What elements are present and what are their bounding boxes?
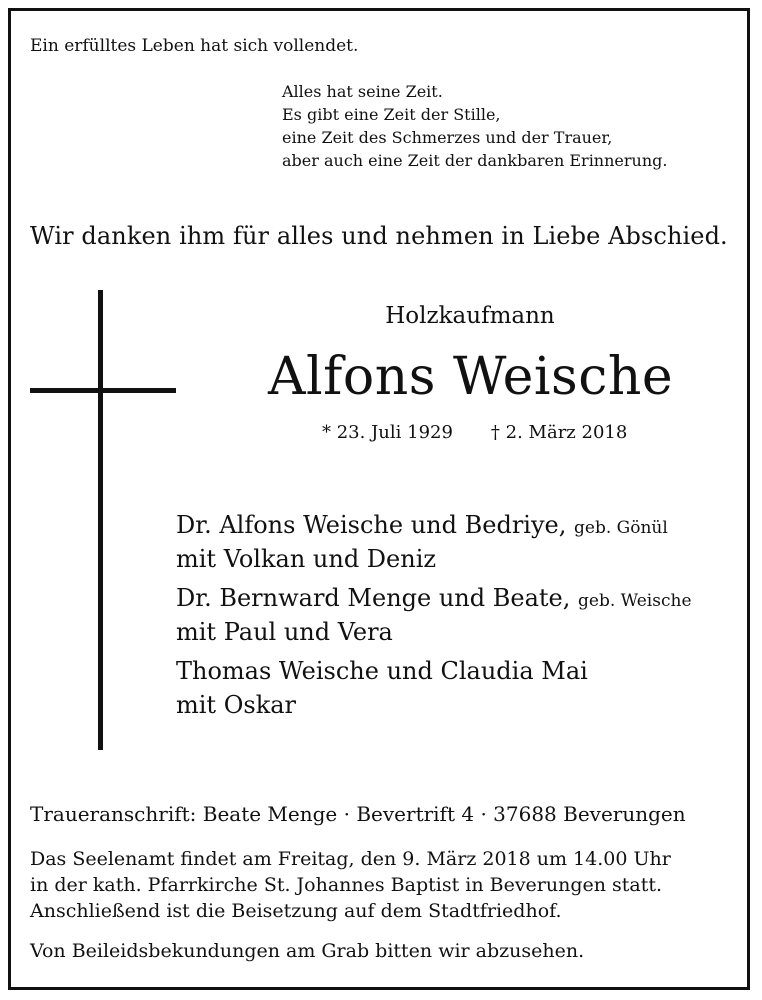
poem-line: Es gibt eine Zeit der Stille, xyxy=(282,105,501,124)
family-group xyxy=(176,583,692,648)
death-date: † 2. März 2018 xyxy=(490,422,628,443)
thanks-text: Wir danken ihm für alles und nehmen in Liebe Abschied. xyxy=(30,222,728,250)
poem xyxy=(282,80,667,172)
cross-icon xyxy=(98,290,103,750)
service-info xyxy=(30,846,671,924)
poem-line: Alles hat seine Zeit. xyxy=(282,82,443,101)
poem-line: aber auch eine Zeit der dankbaren Erinnerung. xyxy=(282,151,668,170)
cross-icon-bar xyxy=(30,388,176,393)
service-line: Das Seelenamt findet am Freitag, den 9. März 2018 um 14.00 Uhr xyxy=(30,848,671,870)
birth-date: * 23. Juli 1929 xyxy=(322,422,453,443)
family-names: Thomas Weische und Claudia Mai xyxy=(176,657,588,685)
family-names: Dr. Bernward Menge und Beate, xyxy=(176,584,571,612)
birth-name: geb. Weische xyxy=(578,591,692,611)
life-dates xyxy=(322,422,665,443)
family-group xyxy=(176,656,692,721)
poem-line: eine Zeit des Schmerzes und der Trauer, xyxy=(282,128,613,147)
family-children: mit Oskar xyxy=(176,691,297,719)
service-line: Anschließend ist die Beisetzung auf dem Stadtfriedhof. xyxy=(30,900,562,922)
deceased-profession: Holzkaufmann xyxy=(385,303,555,329)
birth-name: geb. Gönül xyxy=(574,518,668,538)
condolence-note: Von Beileidsbekundungen am Grab bitten wir abzusehen. xyxy=(30,940,585,962)
intro-text: Ein erfülltes Leben hat sich vollendet. xyxy=(30,36,359,56)
family-children: mit Paul und Vera xyxy=(176,618,393,646)
service-line: in der kath. Pfarrkirche St. Johannes Baptist in Beverungen statt. xyxy=(30,874,663,896)
mourning-address: Traueranschrift: Beate Menge · Bevertrift 4 · 37688 Beverungen xyxy=(30,802,686,826)
family-children: mit Volkan und Deniz xyxy=(176,545,437,573)
deceased-name: Alfons Weische xyxy=(268,347,674,407)
family-list xyxy=(176,510,692,729)
family-group xyxy=(176,510,692,575)
family-names: Dr. Alfons Weische und Bedriye, xyxy=(176,511,567,539)
